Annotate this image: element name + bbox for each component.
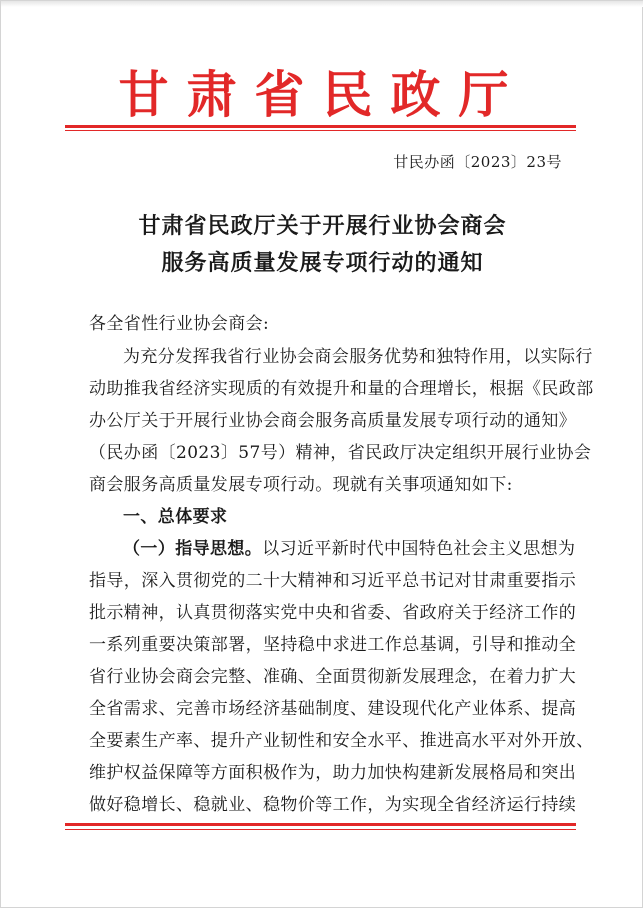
subsection-label: （一）指导思想。 xyxy=(123,539,263,559)
paragraph-line: 动助推我省经济实现质的有效提升和量的合理增长，根据《民政部 xyxy=(89,379,594,399)
document-title-line-1: 甘肃省民政厅关于开展行业协会商会 xyxy=(138,213,507,239)
paragraph-line: 批示精神，认真贯彻落实党中央和省委、省政府关于经济工作的 xyxy=(89,603,577,623)
addressee: 各全省性行业协会商会: xyxy=(89,314,270,334)
paragraph-line: 商会服务高质量发展专项行动。现就有关事项通知如下: xyxy=(89,475,513,495)
page-top-shadow xyxy=(1,1,643,7)
paragraph-line: 做好稳增长、稳就业、稳物价等工作，为实现全省经济运行持续 xyxy=(89,795,577,815)
paragraph-line: （民办函〔2023〕57号）精神，省民政厅决定组织开展行业协会 xyxy=(89,443,592,463)
footer-rule-thick xyxy=(65,823,576,826)
letterhead-rule-thin xyxy=(65,130,576,131)
agency-letterhead: 甘肃省民政厅 xyxy=(118,65,527,124)
paragraph-line: 省行业协会商会完整、准确、全面贯彻新发展理念，在着力扩大 xyxy=(89,667,577,687)
paragraph-line: 一系列重要决策部署，坚持稳中求进工作总基调，引导和推动全 xyxy=(89,635,577,655)
paragraph-line: 指导，深入贯彻党的二十大精神和习近平总书记对甘肃重要指示 xyxy=(89,571,577,591)
section-heading: 一、总体要求 xyxy=(123,507,228,527)
paragraph-line: 维护权益保障等方面积极作为，助力加快构建新发展格局和突出 xyxy=(89,763,577,783)
document-title-line-2: 服务高质量发展专项行动的通知 xyxy=(161,250,484,276)
paragraph-line: 全要素生产率、提升产业韧性和安全水平、推进高水平对外开放、 xyxy=(89,731,594,751)
paragraph-line: 为充分发挥我省行业协会商会服务优势和独特作用，以实际行 xyxy=(123,347,593,367)
footer-rule-thin xyxy=(65,829,576,830)
paragraph-line: 办公厅关于开展行业协会商会服务高质量发展专项行动的通知》 xyxy=(89,411,577,431)
subsection-first-line-text: 以习近平新时代中国特色社会主义思想为 xyxy=(262,539,576,559)
subsection-first-line xyxy=(123,538,576,560)
paragraph-line: 全省需求、完善市场经济基础制度、建设现代化产业体系、提高 xyxy=(89,699,577,719)
document-number: 甘民办函〔2023〕23号 xyxy=(393,153,562,171)
letterhead-rule-thick xyxy=(65,125,576,128)
